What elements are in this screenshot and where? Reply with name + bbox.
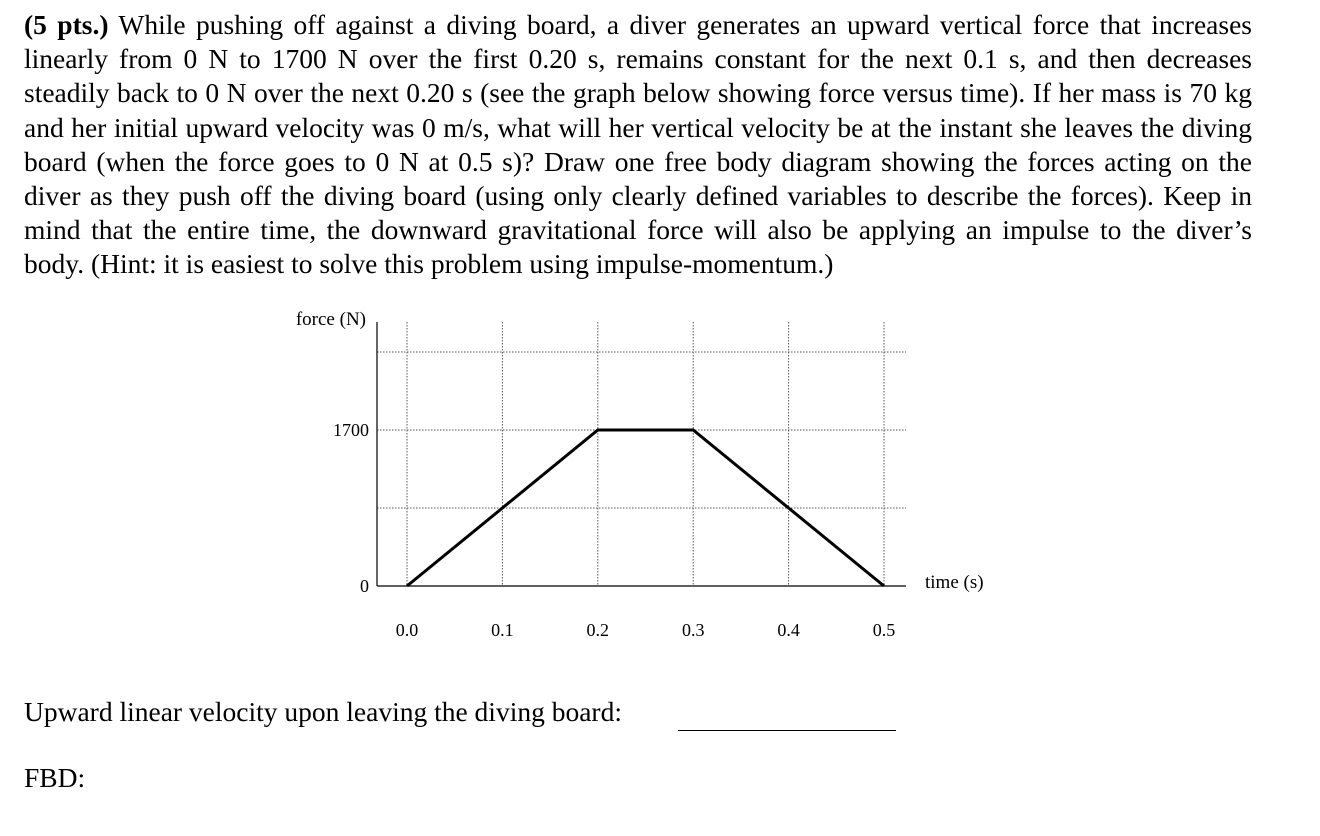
x-tick-label: 0.2 [586,620,610,640]
y-axis-label: force (N) [295,309,366,330]
points-label: (5 pts.) [24,9,109,40]
y-tick-label: 0 [360,576,369,596]
answer-label: Upward linear velocity upon leaving the diving board: [24,696,622,727]
problem-text: While pushing off against a diving board, a diver generates an upward vertical force that increases linearly from 0 N to 1700 N over the first 0.20 s, remains constant for the next 0.1 s, and then decreases steadily back to 0 N over the next 0.20 s (see the graph below showing force versus time). If her mass is 70 kg and her initial upward velocity was 0 m/s, what will her vertical velocity be at the instant she leaves the diving board (when the force goes to 0 N at 0.5 s)? Draw one free body diagram showing the forces acting on the diver as they push off the diving board (using only clearly defined variables to describe the forces). Keep in mind that the entire time, the downward gravitational force will also be applying an impulse to the diver’s body. (Hint: it is easiest to solve this problem using impulse-momentum.) [24,9,1252,280]
x-tick-label: 0.1 [491,620,514,640]
x-tick-label: 0.4 [777,620,800,640]
x-tick-label: 0.5 [872,620,896,640]
x-tick-label: 0.0 [395,620,419,640]
answer-blank[interactable] [678,730,896,731]
fbd-label: FBD: [24,762,86,793]
x-tick-label: 0.3 [681,620,705,640]
chart-labels [296,309,984,640]
x-axis-label: time (s) [925,572,984,593]
y-tick-label: 1700 [333,420,369,440]
